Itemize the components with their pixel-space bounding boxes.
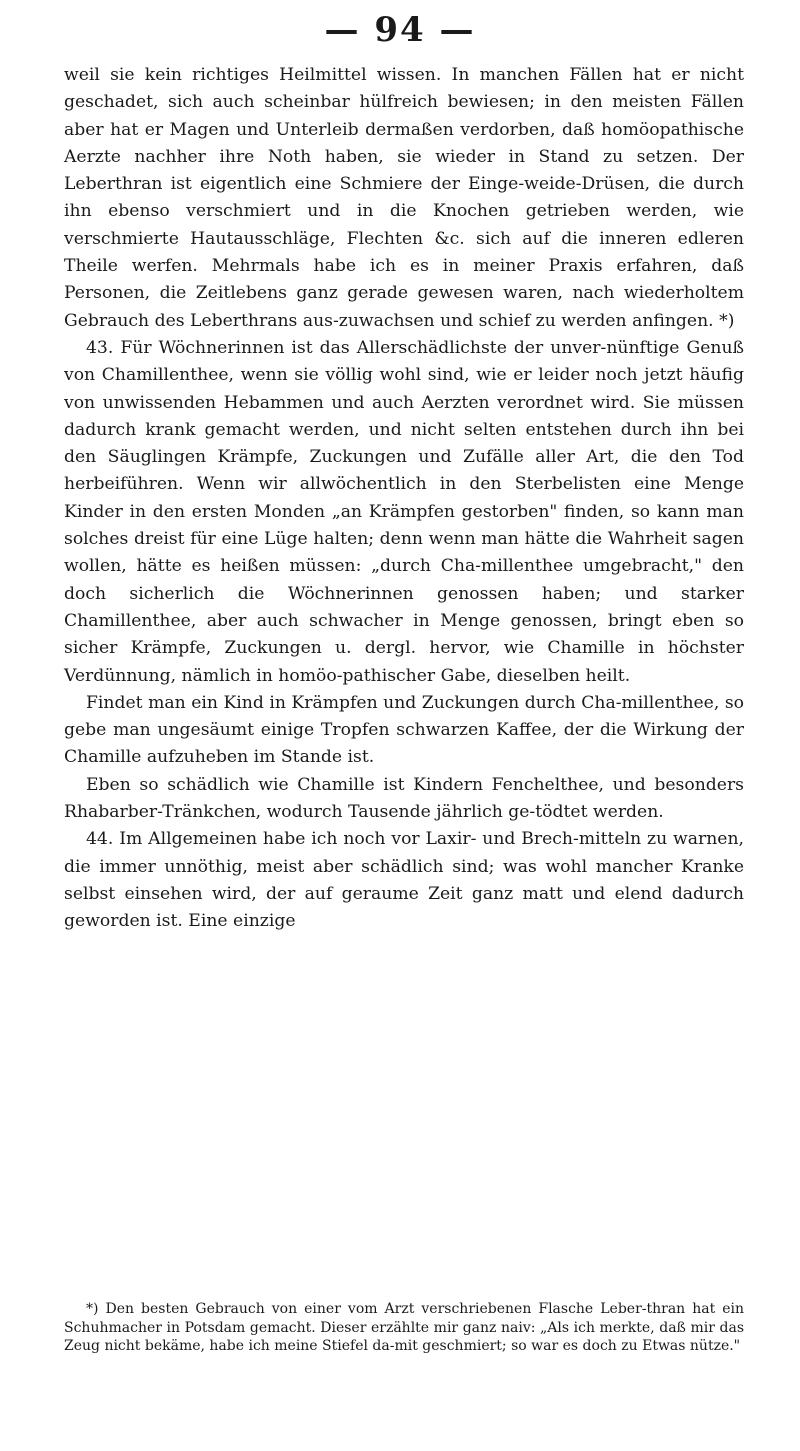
paragraph-leberthran-continued: weil sie kein richtiges Heilmittel wissen. In manchen Fällen hat er nicht geschadet, sich auch scheinbar hülfreich bewiesen; in den meisten Fällen aber hat er Magen und Unterleib dermaßen verdorben, daß homöopathische Aerzte nachher ihre Noth haben, sie wieder in Stand zu setzen. Der Leberthran ist eigentlich eine Schmiere der Einge-weide-Drüsen, die durch ihn ebenso verschmiert und in die Knochen getrieben werden, wie verschmierte Hautausschläge, Flechten &c. sich auf die inneren edleren Theile werfen. Mehrmals habe ich es in meiner Praxis erfahren, daß Personen, die Zeitlebens ganz gerade gewesen waren, nach wiederholtem Gebrauch des Leberthrans aus-zuwachsen und schief zu werden anfingen. *) bbox=[64, 65, 744, 331]
paragraph-fenchelthee: Eben so schädlich wie Chamille ist Kindern Fenchelthee, und besonders Rhabarber-Tränkchen, wodurch Tausende jährlich ge-tödtet werden. bbox=[64, 774, 744, 823]
main-text bbox=[64, 62, 744, 936]
paragraph-44-laxirmittel: 44. Im Allgemeinen habe ich noch vor Laxir- und Brech-mitteln zu warnen, die immer unnöthig, meist aber schädlich sind; was wohl mancher Kranke selbst einsehen wird, der auf geraume Zeit ganz matt und elend dadurch geworden ist. Eine einzige bbox=[64, 829, 744, 932]
footnote-text: *) Den besten Gebrauch von einer vom Arzt verschriebenen Flasche Leber-thran hat ein Schuhmacher in Potsdam gemacht. Dieser erzählte mir ganz naiv: „Als ich merkte, daß mir das Zeug nicht bekäme, habe ich meine Stiefel da-mit geschmiert; so war es doch zu Etwas nütze." bbox=[64, 1301, 744, 1354]
paragraph-43-woechnerinnen: 43. Für Wöchnerinnen ist das Allerschädlichste der unver-nünftige Genuß von Chamillenthee, wenn sie völlig wohl sind, wie er leider noch jetzt häufig von unwissenden Hebammen und auch Aerzten verordnet wird. Sie müssen dadurch krank gemacht werden, und nicht selten entstehen durch ihn bei den Säuglingen Krämpfe, Zuckungen und Zufälle aller Art, die den Tod herbeiführen. Wenn wir allwöchentlich in den Sterbelisten eine Menge Kinder in den ersten Monden „an Krämpfen gestorben" finden, so kann man solches dreist für eine Lüge halten; denn wenn man hätte die Wahrheit sagen wollen, hätte es heißen müssen: „durch Cha-millenthee umgebracht," den doch sicherlich die Wöchnerinnen genossen haben; und starker Chamillenthee, aber auch schwacher in Menge genossen, bringt eben so sicher Krämpfe, Zuckungen u. dergl. hervor, wie Chamille in höchster Verdünnung, nämlich in homöo-pathischer Gabe, dieselben heilt. bbox=[64, 337, 744, 686]
page-number: — 94 — bbox=[324, 10, 476, 50]
paragraph-remedy-kaffee: Findet man ein Kind in Krämpfen und Zuckungen durch Cha-millenthee, so gebe man ungesäumt einige Tropfen schwarzen Kaffee, der die Wirkung der Chamille aufzuheben im Stande ist. bbox=[64, 692, 744, 768]
footnote bbox=[64, 1300, 744, 1356]
